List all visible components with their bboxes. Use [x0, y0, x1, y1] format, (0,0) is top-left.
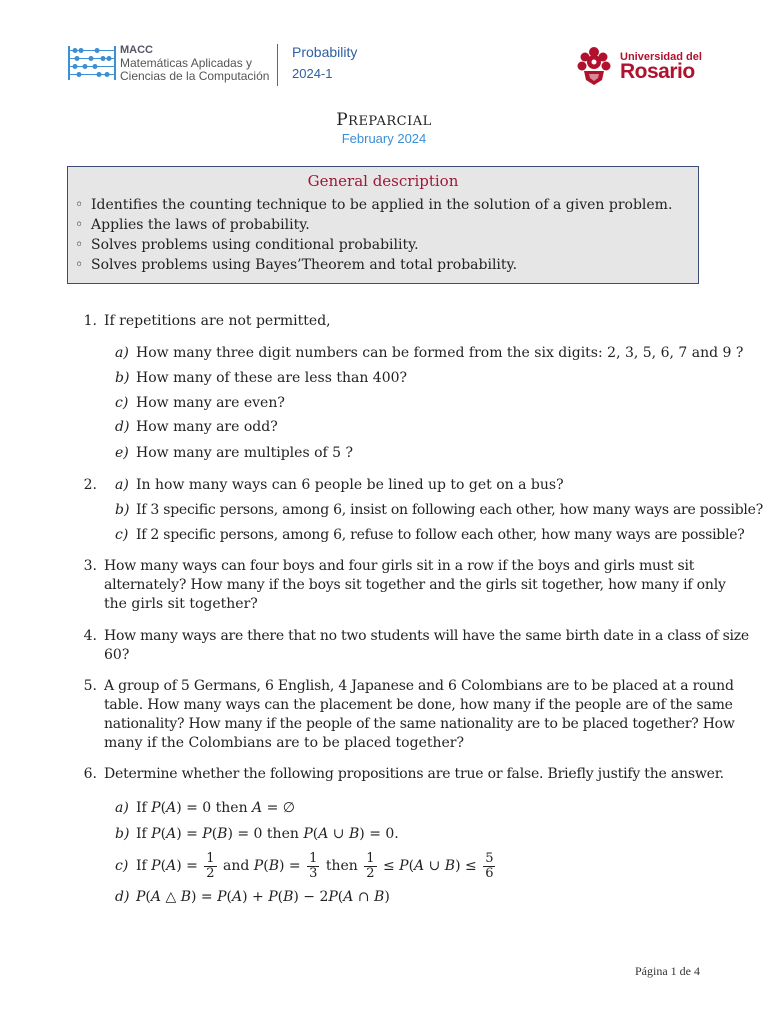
- part-label: b): [115, 502, 130, 518]
- part-text: How many are even?: [136, 395, 285, 411]
- question-number: 2.: [83, 477, 97, 493]
- university-label: Universidad del: [620, 51, 702, 63]
- description-item: ◦ Identifies the counting technique to be applied in the solution of a given problem.: [75, 197, 673, 213]
- question-text: Determine whether the following propositions are true or false. Briefly justify the answer.: [104, 766, 724, 782]
- macc-title: MACC: [120, 44, 153, 56]
- proposition-c: If P(A) = $\frac{1}{2}$ and P(B) = $\frac{1}{3}$ then $\frac{1}{2}$ ≤ P(A ∪ B) ≤ $\frac{5}{6}$: [136, 850, 494, 881]
- document-date: February 2024: [341, 131, 427, 146]
- title-rest: REPARCIAL: [348, 114, 432, 129]
- question-line: How many ways can four boys and four girls sit in a row if the boys and girls must sit: [104, 558, 695, 574]
- description-item: ◦ Solves problems using Bayes’Theorem and total probability.: [75, 257, 518, 273]
- rosario-crest-icon: [575, 44, 613, 86]
- proposition-d: P(A △ B) = P(A) + P(B) − 2P(A ∩ B): [136, 889, 390, 905]
- part-label: a): [115, 345, 129, 361]
- question-line: many if the Colombians are to be placed together?: [104, 735, 464, 751]
- part-text: How many are odd?: [136, 419, 278, 435]
- question-text: If repetitions are not permitted,: [104, 313, 331, 329]
- part-label: e): [115, 445, 129, 461]
- question-number: 5.: [83, 678, 97, 694]
- circle-bullet-icon: ◦: [75, 257, 84, 273]
- question-line: the girls sit together?: [104, 596, 258, 612]
- part-text: In how many ways can 6 people be lined up to get on a bus?: [136, 477, 564, 493]
- course-name: Probability: [292, 44, 358, 60]
- description-item: ◦ Solves problems using conditional probability.: [75, 237, 419, 253]
- macc-logo: [67, 44, 117, 82]
- question-number: 3.: [83, 558, 97, 574]
- circle-bullet-icon: ◦: [75, 217, 84, 233]
- question-number: 1.: [83, 313, 97, 329]
- university-name: Rosario: [620, 60, 695, 83]
- title-first-letter: P: [336, 110, 349, 130]
- part-text: If 2 specific persons, among 6, refuse to follow each other, how many ways are possible?: [136, 527, 745, 543]
- question-number: 6.: [83, 766, 97, 782]
- part-label: d): [115, 419, 130, 435]
- proposition-a: If P(A) = 0 then A = ∅: [136, 800, 295, 816]
- part-text: How many of these are less than 400?: [136, 370, 408, 386]
- question-line: table. How many ways can the placement be done, how many if the people are of the same: [104, 697, 733, 713]
- question-number: 4.: [83, 628, 97, 644]
- question-line: alternately? How many if the boys sit together and the girls sit together, how many if only: [104, 577, 726, 593]
- part-label: b): [115, 370, 130, 386]
- circle-bullet-icon: ◦: [75, 237, 84, 253]
- question-line: A group of 5 Germans, 6 English, 4 Japanese and 6 Colombians are to be placed at a round: [104, 678, 734, 694]
- proposition-b: If P(A) = P(B) = 0 then P(A ∪ B) = 0.: [136, 826, 399, 842]
- page-title: [0, 110, 768, 130]
- macc-subtitle-line-1: Matemáticas Aplicadas y: [120, 56, 253, 70]
- part-text: How many are multiples of 5 ?: [136, 445, 353, 461]
- part-label: c): [115, 395, 129, 411]
- description-item: ◦ Applies the laws of probability.: [75, 217, 310, 233]
- question-line: How many ways are there that no two students will have the same birth date in a class of size: [104, 628, 749, 644]
- general-description-box: [67, 166, 699, 284]
- page-number: Página 1 de 4: [635, 964, 700, 978]
- part-label: a): [115, 477, 129, 493]
- question-line: nationality? How many if the people of the same nationality are to be placed together? How: [104, 716, 735, 732]
- part-label: c): [115, 858, 129, 874]
- header-divider: [277, 44, 278, 86]
- part-label: a): [115, 800, 129, 816]
- part-label: b): [115, 826, 130, 842]
- part-text: If 3 specific persons, among 6, insist on following each other, how many ways are possible?: [136, 502, 763, 518]
- part-label: c): [115, 527, 129, 543]
- general-description-heading: General description: [307, 172, 459, 190]
- question-line: 60?: [104, 647, 130, 663]
- part-text: How many three digit numbers can be formed from the six digits: 2, 3, 5, 6, 7 and 9 ?: [136, 345, 744, 361]
- part-label: d): [115, 889, 130, 905]
- circle-bullet-icon: ◦: [75, 197, 84, 213]
- macc-subtitle-line-2: Ciencias de la Computación: [120, 69, 270, 83]
- term: 2024-1: [292, 66, 333, 81]
